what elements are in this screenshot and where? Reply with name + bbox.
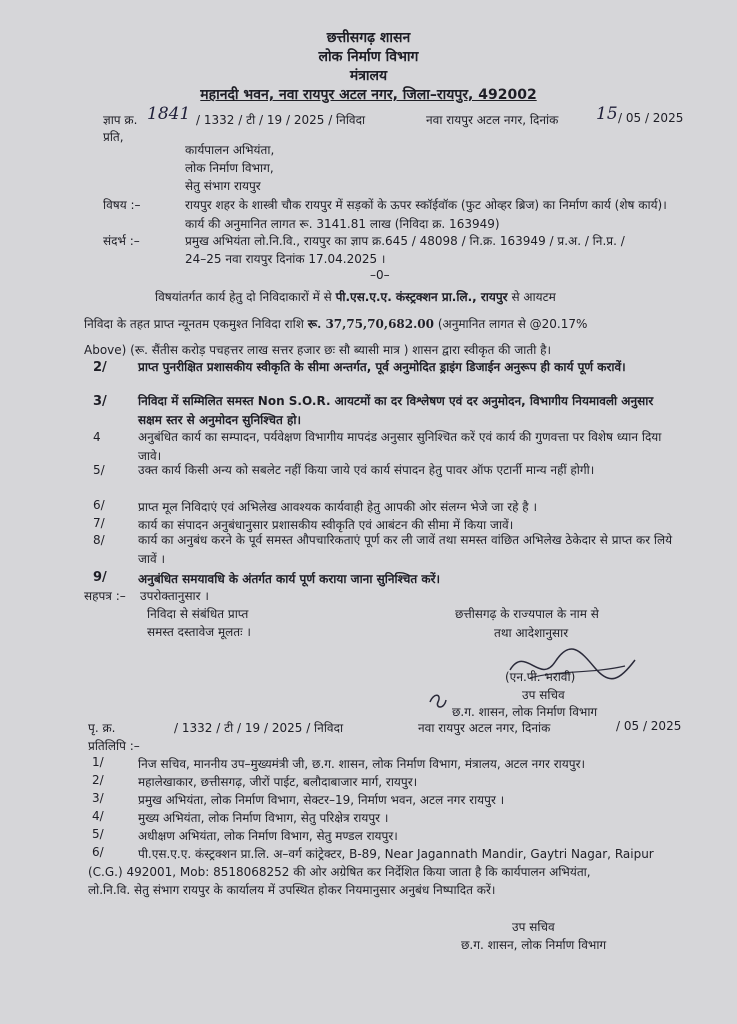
item-number: 6/ bbox=[93, 498, 105, 512]
endorsement-number: / 1332 / टी / 19 / 2025 / निविदा bbox=[174, 721, 344, 735]
item-text: कार्य का अनुबंध करने के पूर्व समस्त औपचारिकताएं पूर्ण कर ली जावें तथा समस्त वांछित अभिलेख ठेकेदार से प्राप्त कर लिये जावें । bbox=[138, 533, 673, 566]
header-state: छत्तीसगढ़ शासन bbox=[326, 30, 411, 46]
endorsement-department: छ.ग. शासन, लोक निर्माण विभाग bbox=[461, 938, 607, 952]
copy-recipient-line-3: लो.नि.वि. सेतु संभाग रायपुर के कार्यालय में उपस्थित होकर नियमानुसार अनुबंध निष्पादित करें। bbox=[88, 883, 496, 897]
reference-label: संदर्भ :– bbox=[103, 234, 140, 248]
enclosure-line-2: निविदा से संबंधित प्राप्त bbox=[147, 607, 249, 621]
item-text: प्राप्त पुनरीक्षित प्रशासकीय स्वीकृति के सीमा अन्तर्गत, पूर्व अनुमोदित ड्राइंग डिजाईन अनुरूप ही कार्य पूर्ण करावें। bbox=[138, 360, 626, 374]
copy-recipient: महालेखाकार, छत्तीसगढ़, जीरों पाईट, बलौदाबाजार मार्ग, रायपुर। bbox=[138, 775, 418, 789]
item-text: प्राप्त मूल निविदाएं एवं अभिलेख आवश्यक कार्यवाही हेतु आपकी ओर संलग्न भेजे जा रहे है । bbox=[138, 500, 538, 514]
item-number: 7/ bbox=[93, 516, 105, 530]
firm-name: पी.एस.ए.ए. कंस्ट्रक्शन प्रा.लि., रायपुर bbox=[335, 290, 508, 304]
ref-date: / 05 / 2025 bbox=[618, 111, 684, 125]
subject-text: रायपुर शहर के शास्त्री चौक रायपुर में सड़कों के ऊपर स्कॉईवॉक (फुट ओव्हर ब्रिज) का निर्माण कार्य (शेष कार्य)। कार्य की अनुमानित लागत रू. 3141.81 लाख (निविदा क्र. 163949) bbox=[185, 198, 667, 231]
ref-number: / 1332 / टी / 19 / 2025 / निविदा bbox=[196, 113, 366, 127]
to-line-1: कार्यपालन अभियंता, bbox=[185, 143, 275, 157]
item-number: 3/ bbox=[93, 394, 107, 409]
copy-recipient: मुख्य अभियंता, लोक निर्माण विभाग, सेतु परिक्षेत्र रायपुर । bbox=[138, 811, 389, 825]
item-number: 9/ bbox=[93, 570, 107, 585]
copy-recipient-line-1: पी.एस.ए.ए. कंस्ट्रक्शन प्रा.लि. अ–वर्ग कांट्रेक्टर, B-89, Near Jagannath Mandir, Gaytri Nagar, Raipur bbox=[138, 847, 654, 861]
tender-amount: रू. 37,75,70,682.00 bbox=[307, 317, 435, 331]
signatory-department: छ.ग. शासन, लोक निर्माण विभाग bbox=[452, 705, 598, 719]
body-line-3: Above) (रू. सैंतीस करोड़ पचहत्तर लाख सत्तर हजार छः सौ ब्यासी मात्र ) शासन द्वारा स्वीकृत की जाती है। bbox=[84, 343, 552, 357]
body-text: विषयांतर्गत कार्य हेतु दो निविदाकारों में से bbox=[155, 290, 332, 304]
copy-number: 4/ bbox=[92, 809, 104, 823]
item-number: 8/ bbox=[93, 533, 105, 547]
item-text: निविदा में सम्मिलित समस्त Non S.O.R. आयटमों का दर विश्लेषण एवं दर अनुमोदन, विभागीय नियमावली अनुसार सक्षम स्तर से अनुमोदन सुनिश्चित हो। bbox=[138, 394, 654, 427]
copy-number: 5/ bbox=[92, 827, 104, 841]
signature-authority-2: तथा आदेशानुसार bbox=[494, 626, 569, 640]
item-text: कार्य का संपादन अनुबंधानुसार प्रशासकीय स्वीकृति एवं आबंटन की सीमा में किया जावें। bbox=[138, 518, 514, 532]
copy-number: 3/ bbox=[92, 791, 104, 805]
signatory-designation: उप सचिव bbox=[522, 688, 565, 702]
ref-handwritten-day: 15 bbox=[596, 104, 618, 124]
header-address: महानदी भवन, नवा रायपुर अटल नगर, जिला–रायपुर, 492002 bbox=[200, 87, 537, 103]
initials-mark bbox=[426, 690, 450, 712]
ref-handwritten-number: 1841 bbox=[147, 104, 191, 124]
copy-recipient: प्रमुख अभियंता, लोक निर्माण विभाग, सेक्टर–19, निर्माण भवन, अटल नगर रायपुर । bbox=[138, 793, 505, 807]
to-line-3: सेतु संभाग रायपुर bbox=[185, 179, 261, 193]
body-text: (अनुमानित लागत से @20.17% bbox=[437, 317, 588, 331]
item-text: अनुबंधित समयावधि के अंतर्गत कार्य पूर्ण कराया जाना सुनिश्चित करें। bbox=[138, 572, 441, 586]
item-text: उक्त कार्य किसी अन्य को सबलेट नहीं किया जाये एवं कार्य संपादन हेतु पावर ऑफ एटार्नी मान्य नहीं होगी। bbox=[138, 463, 595, 477]
copy-recipient-line-2: (C.G.) 492001, Mob: 8518068252 की ओर अग्रेषित कर निर्देशित किया जाता है कि कार्यपालन अभियंता, bbox=[88, 865, 591, 879]
body-text: से आयटम bbox=[511, 290, 556, 304]
item-number: 5/ bbox=[93, 463, 105, 477]
to-line-2: लोक निर्माण विभाग, bbox=[185, 161, 274, 175]
copy-number: 6/ bbox=[92, 845, 104, 859]
reference-line-2: 24–25 नवा रायपुर दिनांक 17.04.2025 । bbox=[185, 252, 386, 266]
header-ministry: मंत्रालय bbox=[349, 68, 388, 84]
subject-label: विषय :– bbox=[103, 198, 141, 212]
body-line-1 bbox=[155, 288, 556, 305]
item-number: 2/ bbox=[93, 360, 107, 375]
item-number: 4 bbox=[93, 430, 101, 444]
enclosure-line-3: समस्त दस्तावेज मूलतः । bbox=[147, 625, 251, 639]
enclosure-line-1: उपरोक्तानुसार । bbox=[140, 589, 209, 603]
endorsement-designation: उप सचिव bbox=[512, 920, 555, 934]
signature-authority-1: छत्तीसगढ़ के राज्यपाल के नाम से bbox=[455, 607, 599, 621]
reference-line-1: प्रमुख अभियंता लो.नि.वि., रायपुर का ज्ञाप क्र.645 / 48098 / नि.क्र. 163949 / प्र.अ. / नि.प्र. / bbox=[185, 234, 625, 248]
signatory-name: (एन.पी. भरावी) bbox=[505, 670, 576, 684]
endorsement-label: पृ. क्र. bbox=[88, 721, 116, 735]
copy-recipient: निज सचिव, माननीय उप–मुख्यमंत्री जी, छ.ग. शासन, लोक निर्माण विभाग, मंत्रालय, अटल नगर रायपुर। bbox=[138, 757, 586, 771]
separator: –0– bbox=[370, 268, 390, 282]
to-label: प्रति, bbox=[103, 130, 124, 144]
enclosure-label: सहपत्र :– bbox=[84, 589, 126, 603]
body-text: निविदा के तहत प्राप्त न्यूनतम एकमुश्त निविदा राशि bbox=[84, 317, 304, 331]
item-text: अनुबंधित कार्य का सम्पादन, पर्यवेक्षण विभागीय मापदंड अनुसार सुनिश्चित करें एवं कार्य की गुणवत्ता पर विशेष ध्यान दिया जावे। bbox=[138, 430, 662, 463]
header-department: लोक निर्माण विभाग bbox=[318, 49, 419, 65]
endorsement-place-date: नवा रायपुर अटल नगर, दिनांक bbox=[418, 721, 551, 735]
copy-number: 1/ bbox=[92, 755, 104, 769]
copy-number: 2/ bbox=[92, 773, 104, 787]
ref-label: ज्ञाप क्र. bbox=[103, 113, 138, 127]
copy-recipient: अधीक्षण अभियंता, लोक निर्माण विभाग, सेतु मण्डल रायपुर। bbox=[138, 829, 398, 843]
ref-place-date: नवा रायपुर अटल नगर, दिनांक bbox=[426, 113, 559, 127]
body-line-2 bbox=[84, 315, 587, 332]
copy-to-label: प्रतिलिपि :– bbox=[88, 739, 140, 753]
endorsement-date: / 05 / 2025 bbox=[616, 719, 682, 733]
